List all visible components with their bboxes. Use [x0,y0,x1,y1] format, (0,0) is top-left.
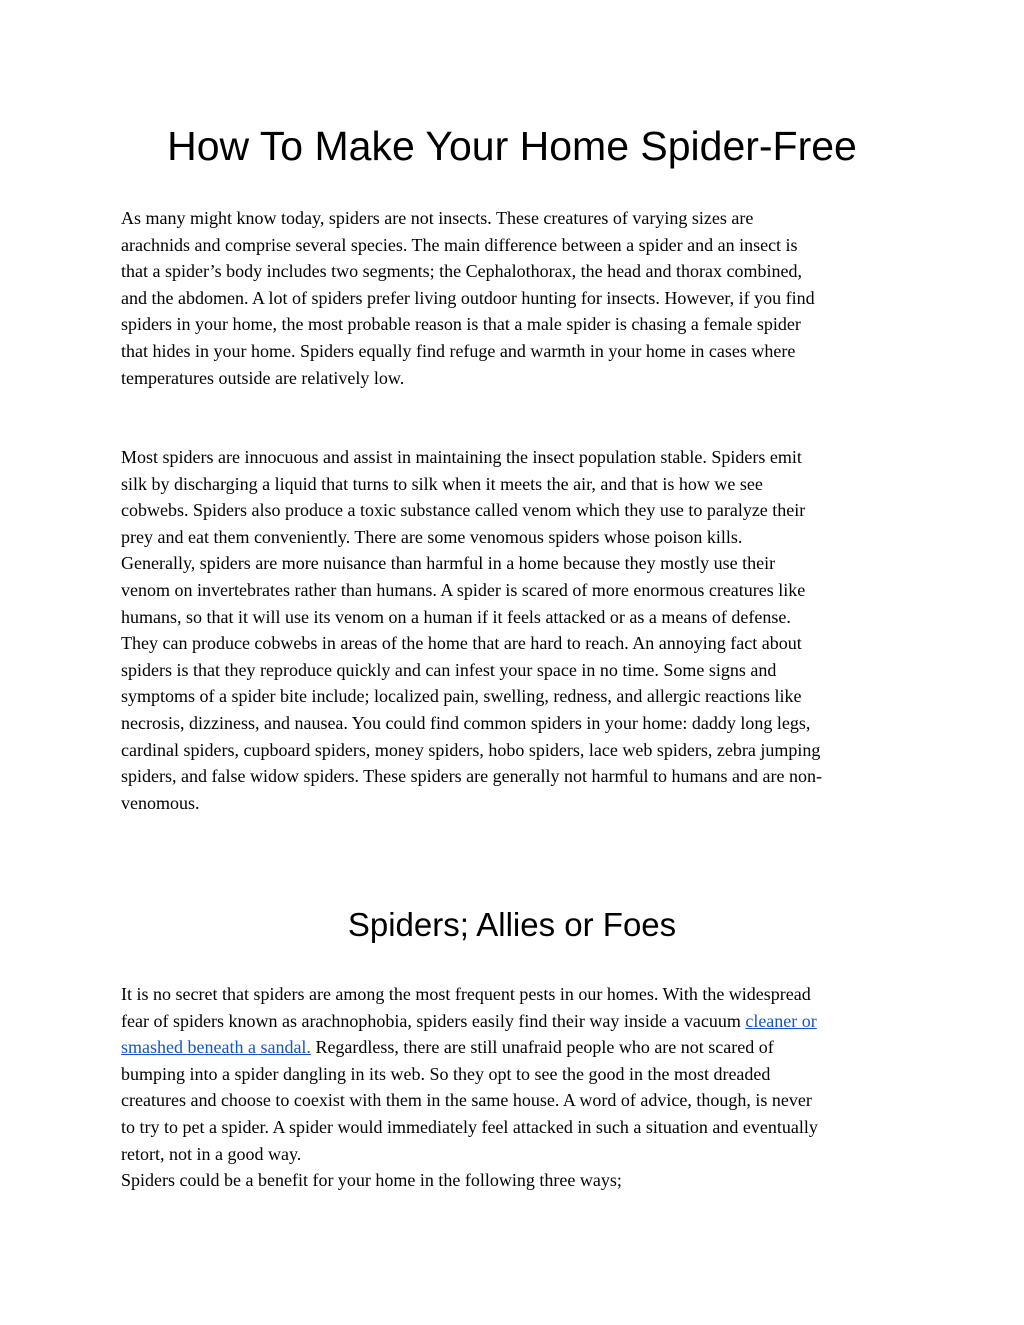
smashed-sandal-link[interactable]: smashed beneath a sandal. [121,1037,311,1058]
paragraph-line: humans, so that it will use its venom on a human if it feels attacked or as a means of defense. [121,606,791,627]
paragraph-line: to try to pet a spider. A spider would immediately feel attacked in such a situation and eventually [121,1116,818,1137]
section-heading: Spiders; Allies or Foes [347,906,677,943]
paragraph-text: Regardless, there are still unafraid people who are not scared of [310,1037,774,1058]
paragraph-line: venom on invertebrates rather than humans. A spider is scared of more enormous creatures like [121,579,806,600]
spider-facts-paragraph [121,444,911,816]
paragraph-line: creatures and choose to coexist with them in the same house. A word of advice, though, is never [121,1090,812,1111]
paragraph-line: spiders in your home, the most probable reason is that a male spider is chasing a female spider [121,314,801,335]
paragraph-line: spiders is that they reproduce quickly and can infest your space in no time. Some signs and [121,659,777,680]
paragraph-line: and the abdomen. A lot of spiders prefer living outdoor hunting for insects. However, if you find [121,287,815,308]
paragraph-line: As many might know today, spiders are not insects. These creatures of varying sizes are [121,208,754,228]
intro-paragraph [121,205,911,391]
paragraph-line: They can produce cobwebs in areas of the home that are hard to reach. An annoying fact about [121,633,802,654]
paragraph-text: fear of spiders known as arachnophobia, spiders easily find their way inside a vacuum [121,1010,746,1031]
paragraph-line-with-link [121,1008,911,1035]
paragraph-line: venomous. [121,792,200,813]
paragraph-line: Generally, spiders are more nuisance than harmful in a home because they mostly use their [121,553,776,574]
paragraph-line: silk by discharging a liquid that turns to silk when it meets the air, and that is how we see [121,473,763,494]
paragraph-line: It is no secret that spiders are among the most frequent pests in our homes. With the widespread [121,984,811,1004]
paragraph-line: cardinal spiders, cupboard spiders, money spiders, hobo spiders, lace web spiders, zebra jumping [121,739,821,760]
vacuum-cleaner-link[interactable]: cleaner or [745,1010,817,1031]
paragraph-line: temperatures outside are relatively low. [121,367,405,388]
paragraph-line: necrosis, dizziness, and nausea. You could find common spiders in your home: daddy long legs, [121,712,811,733]
paragraph-line: that hides in your home. Spiders equally find refuge and warmth in your home in cases where [121,340,796,361]
paragraph-line: symptoms of a spider bite include; localized pain, swelling, redness, and allergic reactions like [121,686,802,707]
paragraph-line: Spiders could be a benefit for your home in the following three ways; [121,1170,622,1191]
paragraph-line: retort, not in a good way. [121,1143,302,1164]
paragraph-line: spiders, and false widow spiders. These spiders are generally not harmful to humans and are non- [121,766,822,787]
paragraph-line: bumping into a spider dangling in its web. So they opt to see the good in the most dreaded [121,1063,771,1084]
paragraph-line: arachnids and comprise several species. The main difference between a spider and an insect is [121,234,798,255]
allies-foes-paragraph [121,981,911,1194]
paragraph-line: that a spider’s body includes two segments; the Cephalothorax, the head and thorax combined, [121,261,803,282]
page-title: How To Make Your Home Spider-Free [167,123,857,169]
paragraph-line-with-link [121,1034,911,1061]
paragraph-line: Most spiders are innocuous and assist in maintaining the insect population stable. Spiders emit [121,447,802,467]
paragraph-line: cobwebs. Spiders also produce a toxic substance called venom which they use to paralyze their [121,500,806,521]
paragraph-line: prey and eat them conveniently. There are some venomous spiders whose poison kills. [121,526,743,547]
